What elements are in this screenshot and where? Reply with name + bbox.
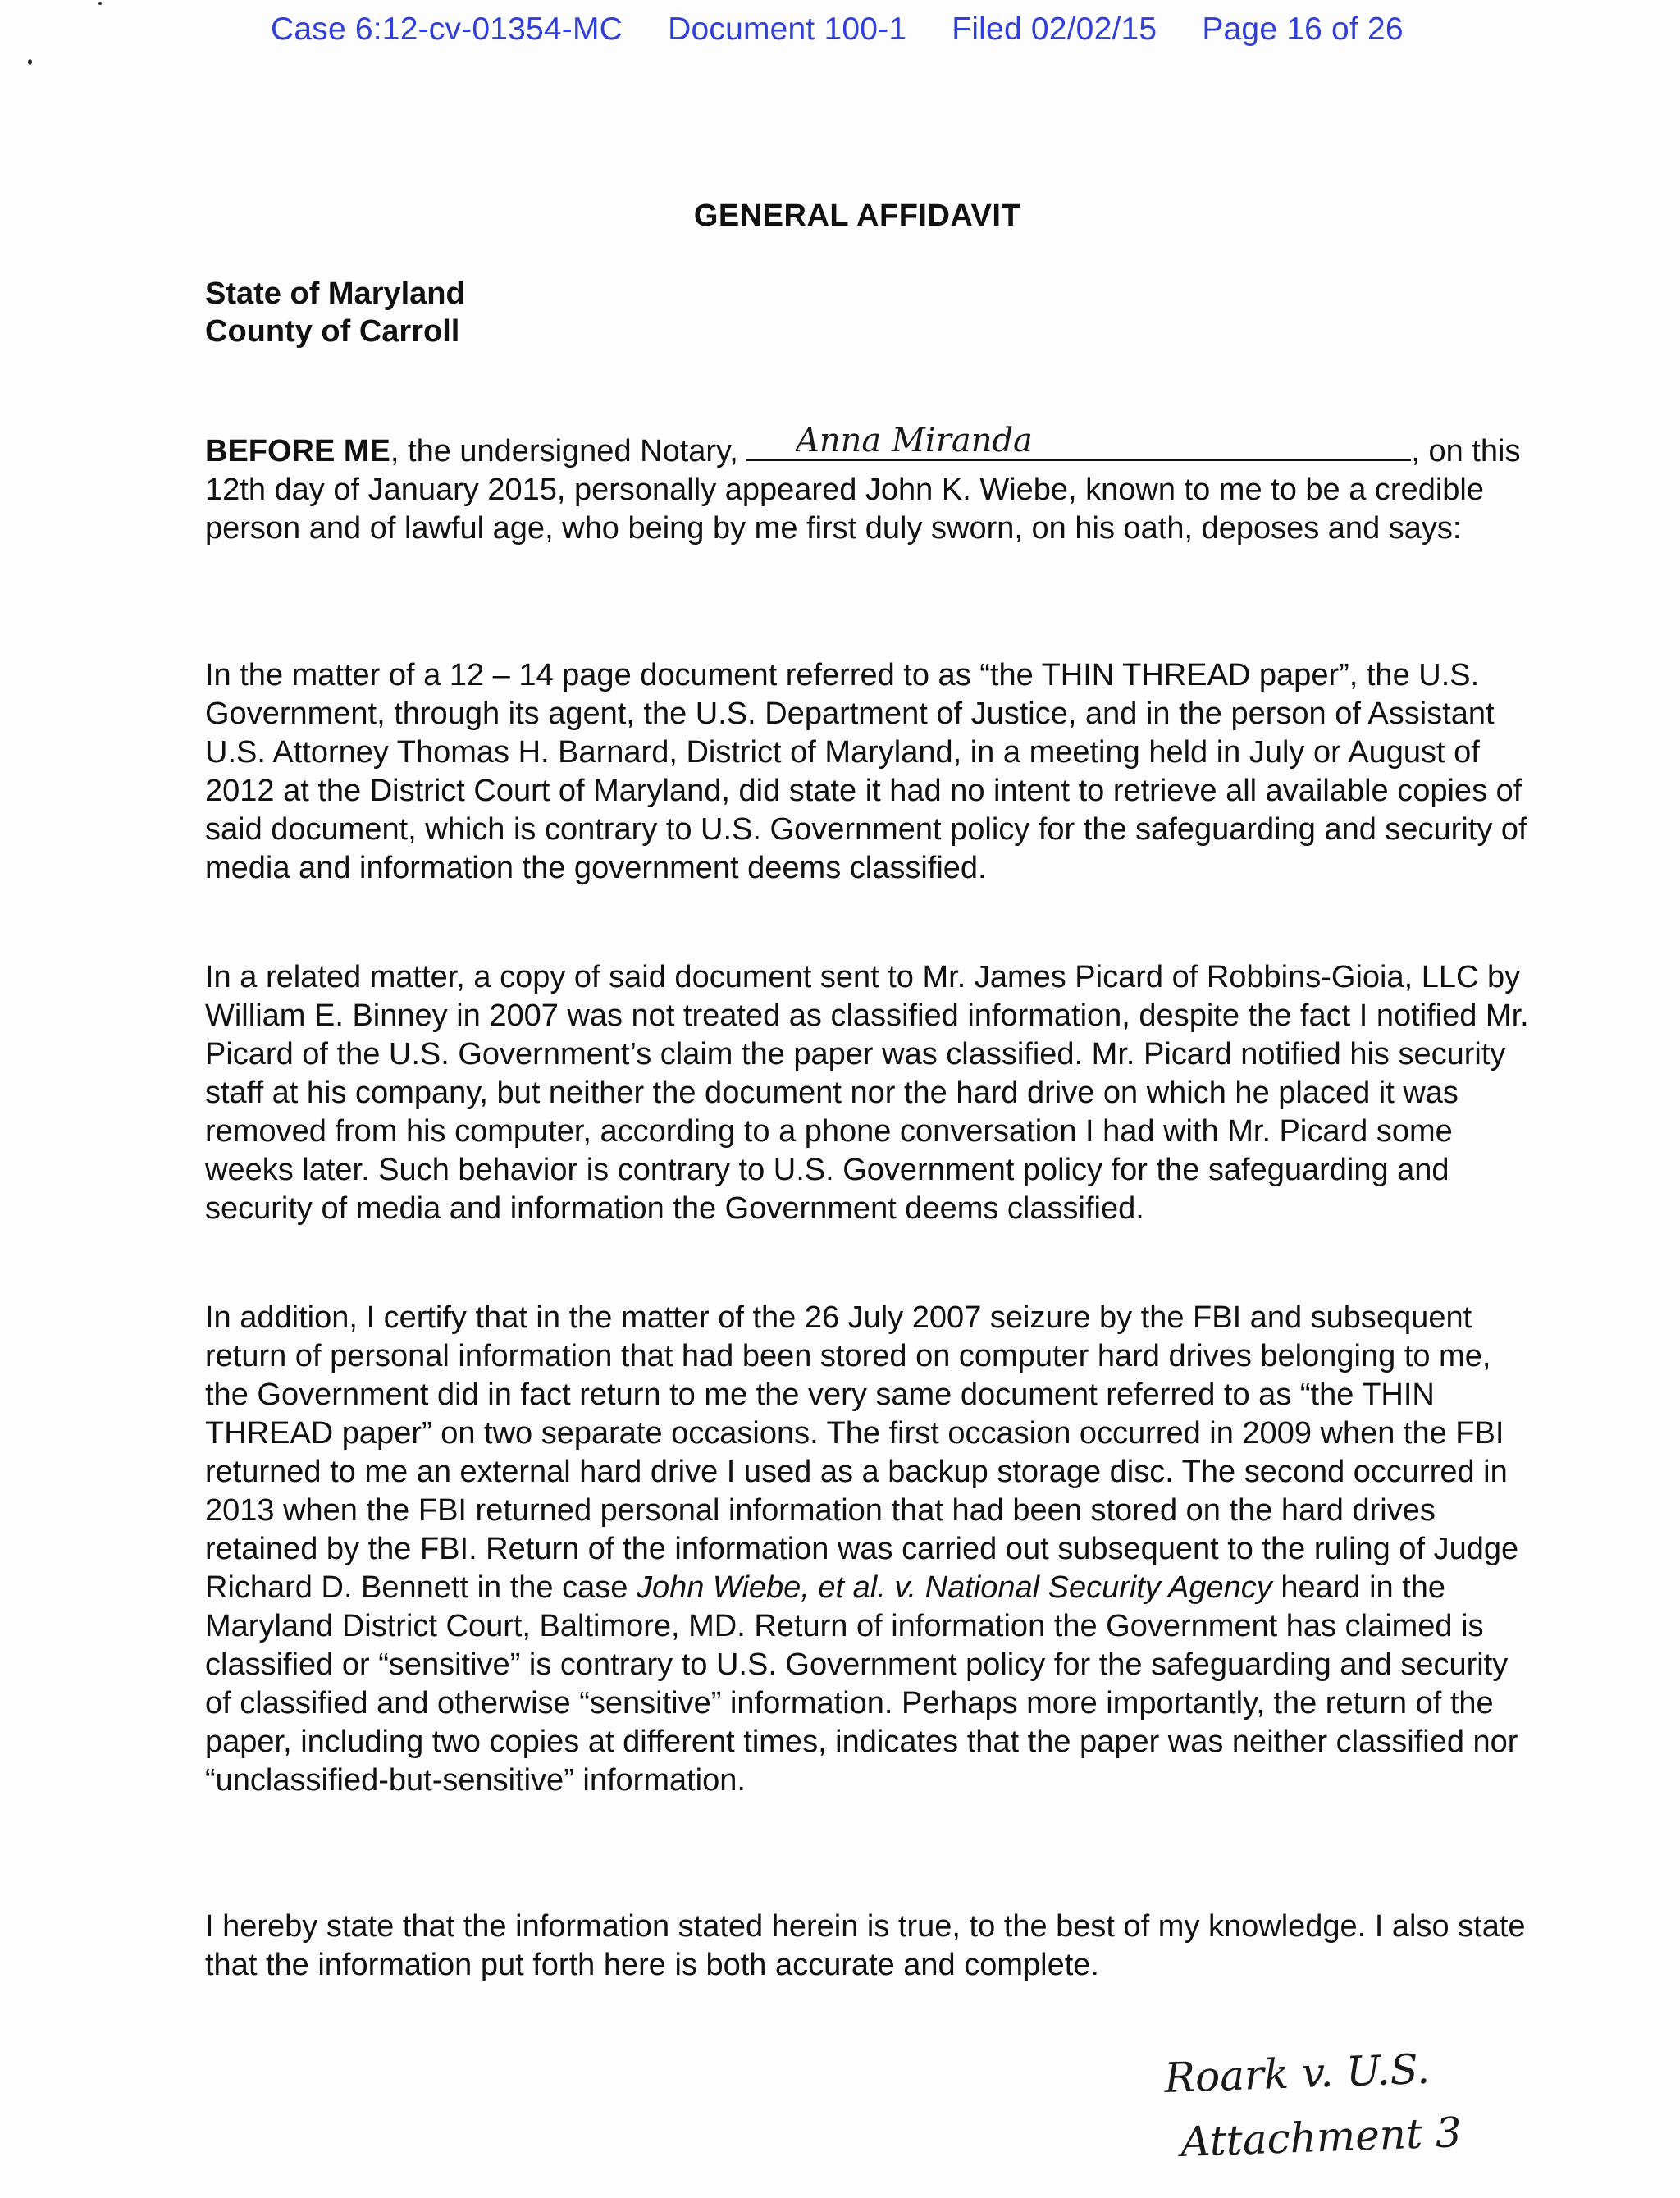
paragraph-2-text: In a related matter, a copy of said document sent to Mr. James Picard of Robbins-Gioia, LLC by William E. Binney in 2007 was not treated as classified information, despite the fact I notified Mr. Picard of the U.S. Government’s claim the paper was classified. Mr. Picard notified his security staff at his company, but neither the document nor the hard drive on which he placed it was removed from his computer, according to a phone conversation I had with Mr. Picard some weeks later. Such behavior is contrary to U.S. Government policy for the safeguarding and security of media and information the Government deems classified. <box>205 960 1529 1226</box>
before-me-rest: on this 12th day of January 2015, personally appeared John K. Wiebe, known to me to be a credible person and of lawful age, who being by me first duly sworn, on his oath, deposes and says: <box>205 434 1521 546</box>
handwritten-attachment-note <box>1148 2035 1493 2174</box>
notary-signature-text: Anna Miranda <box>796 422 1034 459</box>
before-me-lead: BEFORE ME <box>205 434 390 468</box>
venue-county: County of Carroll <box>205 314 460 349</box>
paragraph-4 <box>205 1908 1534 1985</box>
paragraph-3-text-a: In addition, I certify that in the matter of the 26 July 2007 seizure by the FBI and subsequent return of personal information that had been stored on computer hard drives belonging to me, the Government did in fact return to me the very same document referred to as “the THIN THREAD paper” on two separate occasions. The first occasion occurred in 2009 when the FBI returned to me an external hard drive I used as a backup storage disc. The second occurred in 2013 when the FBI returned personal information that had been stored on the hard drives retained by the FBI. Return of the information was carried out subsequent to the ruling of Judge Richard D. Bennett in the case <box>205 1300 1519 1605</box>
case-header <box>271 11 1419 48</box>
paragraph-3-text-b: heard in the Maryland District Court, Baltimore, MD. Return of information the Government has claimed is classified or “sensitive” is contrary to U.S. Government policy for the safeguarding and security of classified and otherwise “sensitive” information. Perhaps more importantly, the return of the paper, including two copies at different times, indicates that the paper was neither classified nor “unclassified-but-sensitive” information. <box>205 1570 1518 1798</box>
notary-line-end: , <box>1411 434 1420 468</box>
document-title: GENERAL AFFIDAVIT <box>693 199 1021 233</box>
paragraph-3 <box>205 1299 1534 1800</box>
notary-paragraph <box>205 422 1534 548</box>
paragraph-1 <box>205 656 1534 888</box>
handwritten-line-2: Attachment 3 <box>1180 2109 1463 2166</box>
handwritten-line-1: Roark v. U.S. <box>1163 2045 1431 2102</box>
paragraph-2 <box>205 958 1534 1228</box>
paragraph-1-text: In the matter of a 12 – 14 page document referred to as “the THIN THREAD paper”, the U.S. Government, through its agent, the U.S. Department of Justice, and in the person of Assistant U.S. Attorney Thomas H. Barnard, District of Maryland, in a meeting held in July or August of 2012 at the District Court of Maryland, did state it had no intent to retrieve all available copies of said document, which is contrary to U.S. Government policy for the safeguarding and security of media and information the government deems classified. <box>205 658 1527 885</box>
page-number: Page 16 of 26 <box>1202 11 1404 47</box>
document-number: Document 100-1 <box>668 11 907 47</box>
scan-speck <box>28 59 32 65</box>
venue-state: State of Maryland <box>205 276 465 311</box>
notary-signature <box>796 412 1255 463</box>
venue-block <box>205 275 465 350</box>
scan-speck <box>98 2 102 5</box>
case-number: Case 6:12-cv-01354-MC <box>271 11 623 47</box>
paragraph-4-text: I hereby state that the information stated herein is true, to the best of my knowledge. I also state that the information put forth here is both accurate and complete. <box>205 1909 1526 1982</box>
notary-signature-line <box>746 422 1411 461</box>
case-citation: John Wiebe, et al. v. National Security Agency <box>636 1570 1272 1605</box>
filed-date: Filed 02/02/15 <box>952 11 1157 47</box>
before-me-intro: , the undersigned Notary, <box>390 434 738 468</box>
